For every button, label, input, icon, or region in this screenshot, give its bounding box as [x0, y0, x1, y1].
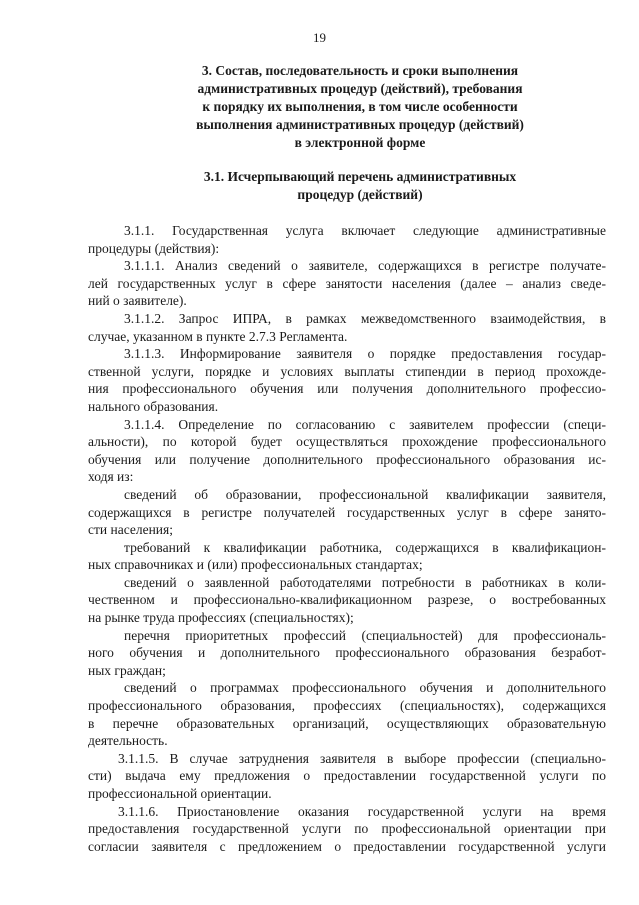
text-line: в перечне образовательных организаций, осуществляющих образовательную — [88, 715, 606, 731]
text-line: 3.1.1.1. Анализ сведений о заявителе, содержащихся в регистре получате- — [124, 258, 606, 274]
section-heading-line: выполнения административных процедур (действий) — [196, 117, 524, 132]
text-line: альности), по которой будет осуществляться прохождение профессионального — [88, 434, 606, 450]
text-line: ных граждан; — [88, 662, 166, 678]
text-line: профессионального образования, профессиях (специальностях), содержащихся — [88, 698, 606, 714]
section-heading — [90, 62, 630, 152]
text-line: согласии заявителя с предложением о предоставлении государственной услуги — [88, 838, 606, 854]
text-line: 3.1.1.4. Определение по согласованию с заявителем профессии (специ- — [124, 416, 606, 432]
text-line: ных справочниках и (или) профессиональных стандартах; — [88, 557, 423, 573]
paragraph — [88, 257, 606, 310]
text-line: лей государственных услуг в сфере занятости населения (далее – анализ сведе- — [88, 275, 606, 291]
text-line: деятельность. — [88, 733, 168, 749]
text-line: перечня приоритетных профессий (специальностей) для профессиональ- — [124, 627, 606, 643]
text-line: чественном и профессионально-квалификационном разрезе, о востребованных — [88, 592, 606, 608]
list-paragraph — [88, 574, 606, 627]
text-line: 3.1.1.5. В случае затруднения заявителя в выборе профессии (специально- — [118, 750, 606, 766]
body-text — [88, 222, 606, 855]
paragraph — [88, 222, 606, 257]
section-heading-line: в электронной форме — [294, 135, 426, 150]
text-line: сти населения; — [88, 522, 173, 538]
text-line: сведений о программах профессионального обучения и дополнительного — [124, 680, 606, 696]
text-line: на рынке труда профессиях (специальностях); — [88, 610, 354, 626]
text-line: 3.1.1.6. Приостановление оказания государственной услуги на время — [118, 803, 606, 819]
text-line: ходя из: — [88, 469, 134, 485]
text-line: 3.1.1.3. Информирование заявителя о порядке предоставления государ- — [124, 346, 606, 362]
text-line: процедуры (действия): — [88, 240, 220, 256]
paragraph — [88, 310, 606, 345]
paragraph — [88, 416, 606, 486]
text-line: обучения или получение дополнительного профессионального образования ис- — [88, 451, 606, 467]
text-line: предоставления государственной услуги по профессиональной ориентации при — [88, 821, 606, 837]
subsection-heading-line: 3.1. Исчерпывающий перечень административных — [203, 169, 517, 184]
text-line: случае, указанном в пункте 2.7.3 Регламента. — [88, 328, 348, 344]
text-line: 3.1.1. Государственная услуга включает следующие административные — [124, 223, 606, 238]
text-line: содержащихся в регистре получателей государственных услуг в сфере занято- — [88, 504, 606, 520]
subsection-heading — [90, 168, 630, 204]
text-line: сти) выдача ему предложения о предоставлении государственной услуги по — [88, 768, 606, 784]
list-paragraph — [88, 679, 606, 749]
list-paragraph — [88, 539, 606, 574]
text-line: нального образования. — [88, 398, 219, 414]
page-number: 19 — [313, 30, 326, 45]
text-line: профессиональной ориентации. — [88, 786, 272, 801]
text-line: 3.1.1.2. Запрос ИПРА, в рамках межведомственного взаимодействия, в — [124, 310, 606, 326]
section-heading-line: административных процедур (действий), требования — [197, 81, 523, 96]
section-heading-line: к порядку их выполнения, в том числе особенности — [202, 99, 518, 114]
section-heading-line: 3. Состав, последовательность и сроки выполнения — [201, 63, 519, 78]
paragraph — [88, 345, 606, 415]
text-line: требований к квалификации работника, содержащихся в квалификацион- — [124, 539, 606, 555]
list-paragraph — [88, 486, 606, 539]
text-line: ний о заявителе). — [88, 293, 187, 309]
paragraph — [88, 750, 606, 803]
text-line: ния профессионального обучения или получения дополнительного профессио- — [88, 381, 606, 397]
text-line: ного обучения и дополнительного профессионального образования безработ- — [88, 645, 606, 661]
text-line: сведений об образовании, профессиональной квалификации заявителя, — [124, 486, 606, 502]
text-line: ственной услуги, порядке и условиях выплаты стипендии в период прохожде- — [88, 363, 606, 379]
paragraph — [88, 803, 606, 856]
subsection-heading-line: процедур (действий) — [297, 187, 423, 202]
text-line: сведений о заявленной работодателями потребности в работниках в коли- — [124, 574, 606, 590]
list-paragraph — [88, 627, 606, 680]
